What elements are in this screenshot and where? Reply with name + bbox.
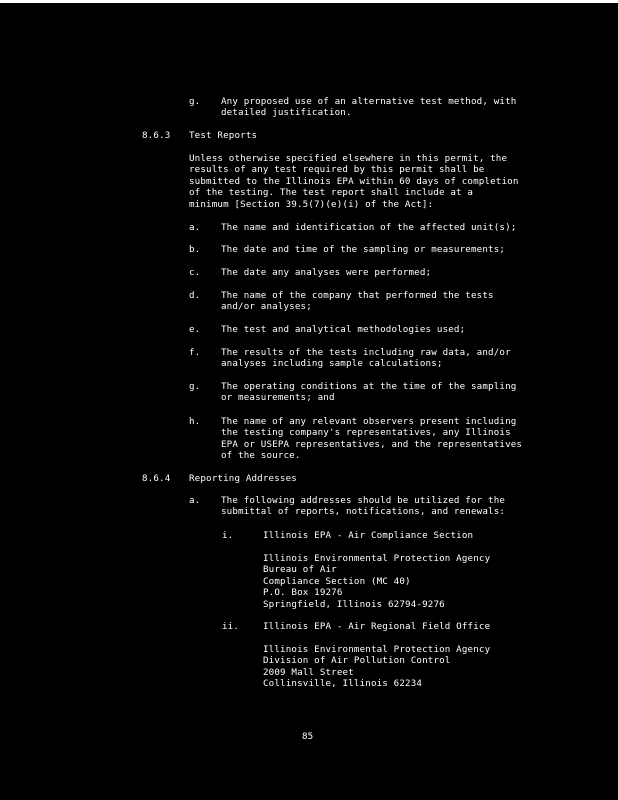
- item-text: The name of any relevant observers present including the testing company's representatives, any Illinois EPA or USEPA representatives, and the representatives of the source.: [221, 416, 523, 462]
- item-marker: a.: [189, 222, 201, 233]
- section-number-8-6-3: 8.6.3: [142, 130, 171, 141]
- page-number: 85: [302, 731, 314, 742]
- item-marker: c.: [189, 267, 201, 278]
- item-text: The operating conditions at the time of the sampling or measurements; and: [221, 381, 517, 404]
- section-title-test-reports: Test Reports: [189, 130, 258, 141]
- item-marker: d.: [189, 290, 201, 301]
- item-marker: a.: [189, 495, 201, 506]
- item-marker: g.: [189, 381, 201, 392]
- item-text: The following addresses should be utilized for the submittal of reports, notifications, and renewals:: [221, 495, 506, 518]
- item-marker: h.: [189, 416, 201, 427]
- subitem-title: Illinois EPA - Air Compliance Section: [263, 530, 474, 541]
- item-text: The date and time of the sampling or measurements;: [221, 244, 506, 255]
- item-text: The test and analytical methodologies used;: [221, 324, 466, 335]
- address-block-compliance: Illinois Environmental Protection Agency Bureau of Air Compliance Section (MC 40) P.O. Box 19276 Springfield, Illinois 62794-9276: [263, 553, 491, 610]
- subitem-marker: ii.: [222, 621, 240, 632]
- item-marker: e.: [189, 324, 201, 335]
- address-block-regional: Illinois Environmental Protection Agency Division of Air Pollution Control 2009 Mall Street Collinsville, Illinois 62234: [263, 644, 491, 690]
- item-marker: b.: [189, 244, 201, 255]
- item-text: The name and identification of the affected unit(s);: [221, 222, 517, 233]
- item-text: The results of the tests including raw data, and/or analyses including sample calculations;: [221, 347, 511, 370]
- item-text: Any proposed use of an alternative test method, with detailed justification.: [221, 96, 517, 119]
- item-text: The date any analyses were performed;: [221, 267, 432, 278]
- section-number-8-6-4: 8.6.4: [142, 473, 171, 484]
- subitem-title: Illinois EPA - Air Regional Field Office: [263, 621, 491, 632]
- section-intro-paragraph: Unless otherwise specified elsewhere in this permit, the results of any test required by this permit shall be submitted to the Illinois EPA within 60 days of completion of the testing. The test report shall include at a minimum [Section 39.5(7)(e)(i) of the Act]:: [189, 153, 519, 210]
- item-marker: g.: [189, 96, 201, 107]
- subitem-marker: i.: [222, 530, 234, 541]
- item-marker: f.: [189, 347, 201, 358]
- section-title-reporting-addresses: Reporting Addresses: [189, 473, 297, 484]
- item-text: The name of the company that performed the tests and/or analyses;: [221, 290, 494, 313]
